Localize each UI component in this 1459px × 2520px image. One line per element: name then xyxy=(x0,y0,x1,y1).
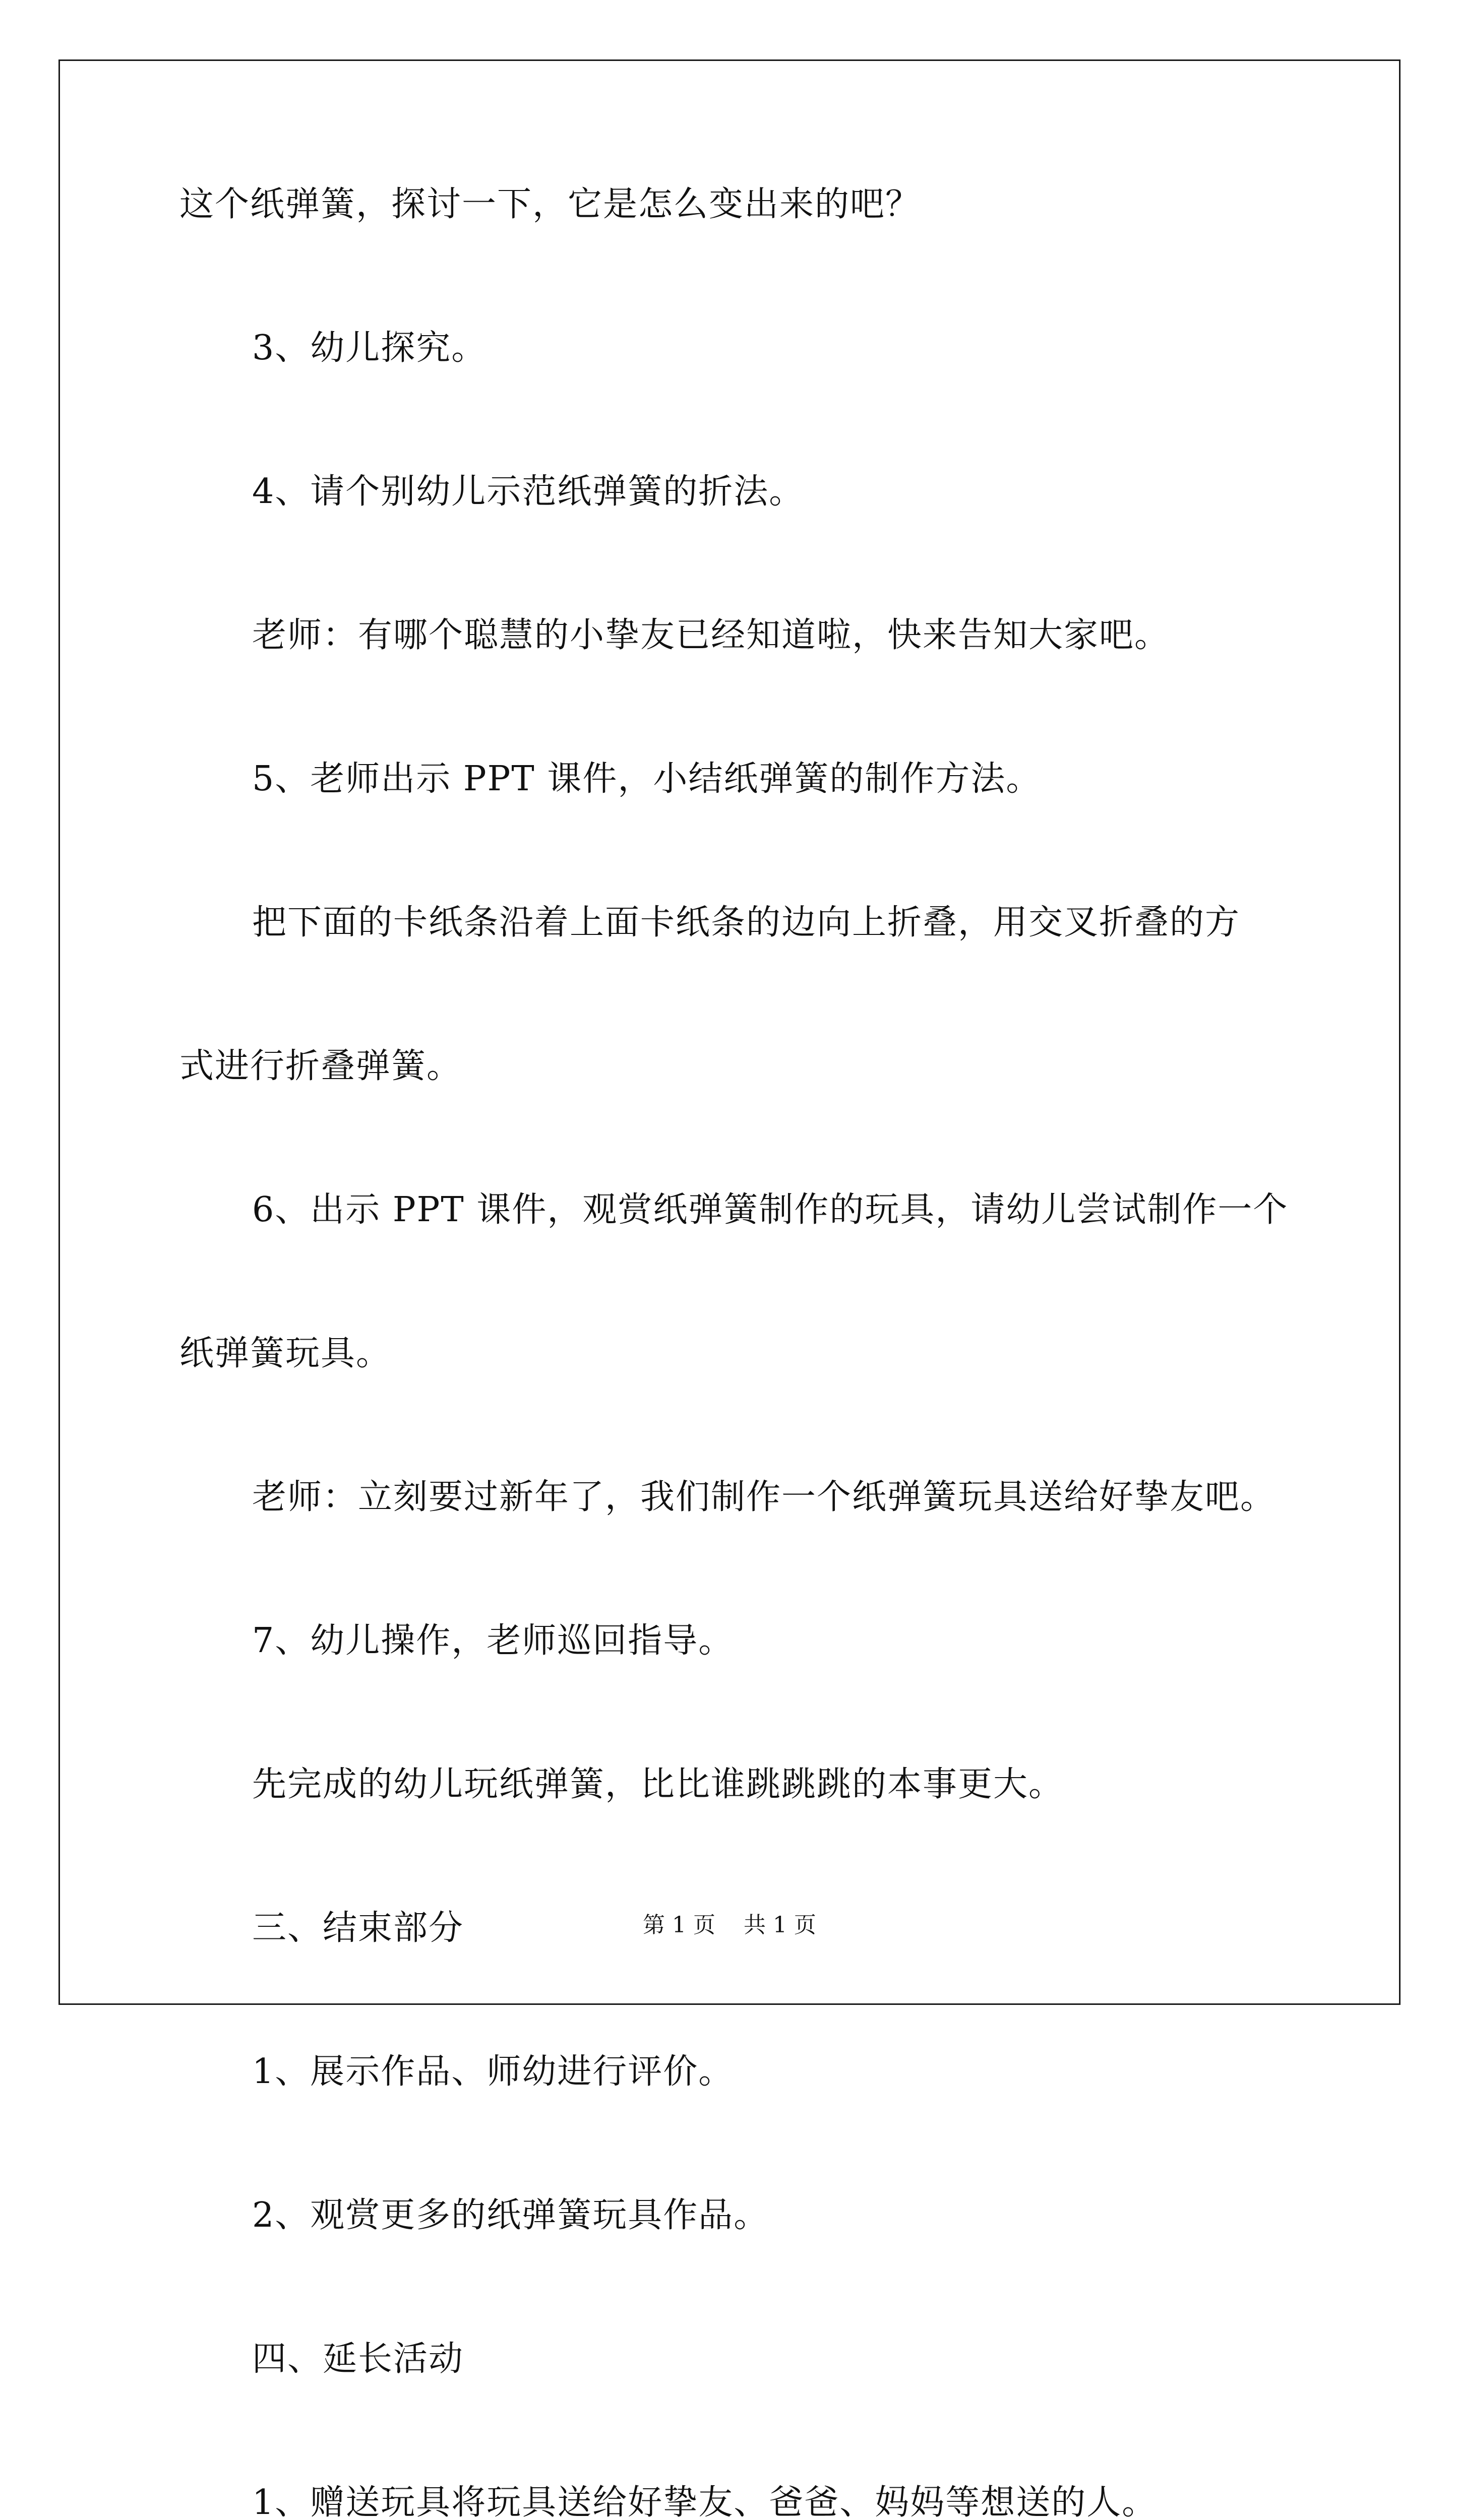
paragraph-line: 1、赠送玩具将玩具送给好挚友、爸爸、妈妈等想送的人。 xyxy=(252,2483,1158,2520)
paragraph-line: 老师：立刻要过新年了，我们制作一个纸弹簧玩具送给好挚友吧。 xyxy=(252,1477,1276,1517)
paragraph-line: 纸弹簧玩具。 xyxy=(179,1334,392,1373)
paragraph-line: 1、展示作品、师幼进行评价。 xyxy=(252,2052,734,2092)
paragraph-line: 式进行折叠弹簧。 xyxy=(179,1046,462,1086)
paragraph-line: 3、幼儿探究。 xyxy=(252,328,487,368)
section-heading: 三、结束部分 xyxy=(252,1908,464,1948)
paragraph-line: 5、老师出示 PPT 课件，小结纸弹簧的制作方法。 xyxy=(252,759,1042,799)
paragraph-line: 这个纸弹簧，探讨一下，它是怎么变出来的吧？ xyxy=(179,184,921,224)
section-heading: 四、延长活动 xyxy=(252,2339,464,2379)
paragraph-line: 2、观赏更多的纸弹簧玩具作品。 xyxy=(252,2195,769,2235)
paragraph-line: 把下面的卡纸条沿着上面卡纸条的边向上折叠，用交叉折叠的方 xyxy=(252,903,1241,942)
paragraph-line: 7、幼儿操作，老师巡回指导。 xyxy=(252,1621,734,1661)
paragraph-line: 4、请个别幼儿示范纸弹簧的折法。 xyxy=(252,472,805,512)
paragraph-line: 老师：有哪个聪慧的小挚友已经知道啦，快来告知大家吧。 xyxy=(252,615,1170,655)
paragraph-line: 6、出示 PPT 课件，观赏纸弹簧制作的玩具，请幼儿尝试制作一个 xyxy=(252,1190,1289,1230)
paragraph-line: 先完成的幼儿玩纸弹簧，比比谁跳跳跳的本事更大。 xyxy=(252,1765,1064,1804)
page-number-footer: 第 1 页 共 1 页 xyxy=(643,1912,816,1938)
